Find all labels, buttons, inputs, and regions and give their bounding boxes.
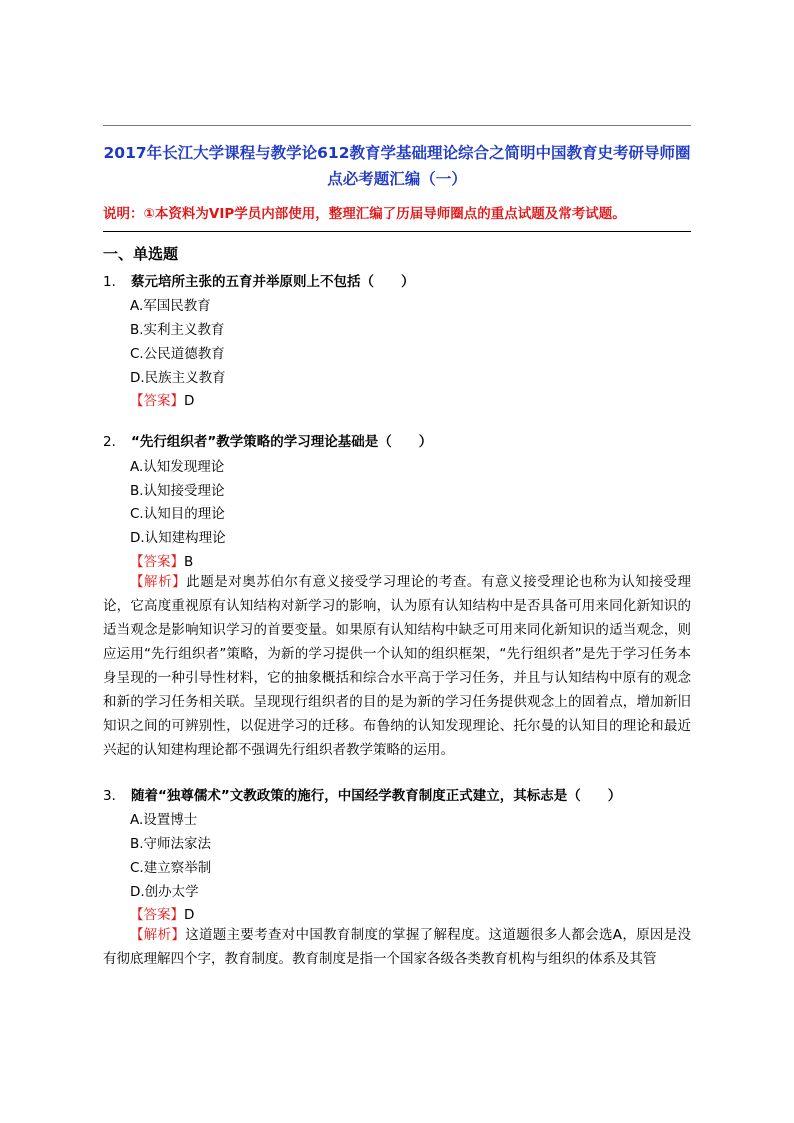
answer-value: D [184, 907, 195, 923]
analysis-paragraph [103, 923, 691, 971]
question-3 [103, 784, 621, 804]
option-c: C.公民道德教育 [130, 346, 225, 362]
question-stem: “先行组织者”教学策略的学习理论基础是（ ） [131, 434, 433, 450]
question-stem: 随着“独尊儒术”文教政策的施行，中国经学教育制度正式建立，其标志是（ ） [131, 788, 622, 804]
option-c: C.建立察举制 [130, 860, 212, 876]
answer-tag: 【答案】 [130, 554, 184, 570]
document-note: 说明：①本资料为VIP学员内部使用，整理汇编了历届导师圈点的重点试题及常考试题。 [103, 206, 626, 222]
option-b: B.守师法家法 [130, 836, 212, 852]
answer-line [130, 389, 194, 409]
question-number: 2． [103, 434, 126, 450]
answer-line [130, 550, 193, 570]
option-b: B.认知接受理论 [130, 483, 225, 499]
option-a: A.认知发现理论 [130, 459, 225, 475]
answer-value: B [184, 554, 194, 570]
option-a: A.军国民教育 [130, 298, 211, 314]
option-d: D.创办太学 [130, 884, 199, 900]
section-heading: 一、单选题 [103, 245, 179, 263]
option-b: B.实利主义教育 [130, 322, 225, 338]
analysis-tag: 【解析】 [130, 927, 186, 943]
question-1 [103, 270, 415, 290]
answer-tag: 【答案】 [130, 393, 184, 409]
analysis-text: 此题是对奥苏伯尔有意义接受学习理论的考查。有意义接受理论也称为认知接受理论，它高度重视原有认知结构对新学习的影响，认为原有认知结构中是否具备可用来同化新知识的适当观念是影响知识学习的首要变量。如果原有认知结构中缺乏可用来同化新知识的适当观念，则应运用“先行组织者”策略，为新的学习提供一个认知的组织框架，“先行组织者”是先于学习任务本身呈现的一种引导性材料，它的抽象概括和综合水平高于学习任务，并且与认知结构中原有的观念和新的学习任务相关联。呈现现行组织者的目的是为新的学习任务提供观念上的固着点，增加新旧知识之间的可辨别性，以促进学习的迁移。布鲁纳的认知发现理论、托尔曼的认知目的理论和最近兴起的认知建构理论都不强调先行组织者教学策略的运用。 [103, 574, 692, 758]
option-d: D.民族主义教育 [130, 370, 226, 386]
question-number: 3． [103, 788, 126, 804]
document-title: 2017年长江大学课程与教学论612教育学基础理论综合之简明中国教育史考研导师圈点必考题汇编（一） [103, 144, 691, 188]
analysis-tag: 【解析】 [130, 574, 187, 590]
answer-value: D [184, 393, 195, 409]
option-c: C.认知目的理论 [130, 506, 225, 522]
option-a: A.设置博士 [130, 812, 198, 828]
answer-tag: 【答案】 [130, 907, 184, 923]
answer-line [130, 903, 194, 923]
option-d: D.认知建构理论 [130, 530, 226, 546]
analysis-text: 这道题主要考查对中国教育制度的掌握了解程度。这道题很多人都会选A，原因是没有彻底理解四个字，教育制度。教育制度是指一个国家各级各类教育机构与组织的体系及其管 [103, 927, 692, 967]
question-stem: 蔡元培所主张的五育并举原则上不包括（ ） [131, 274, 415, 290]
question-number: 1． [103, 274, 126, 290]
analysis-paragraph [103, 570, 691, 762]
header-rule [103, 125, 691, 126]
question-2 [103, 430, 432, 450]
separator-rule [103, 231, 691, 232]
